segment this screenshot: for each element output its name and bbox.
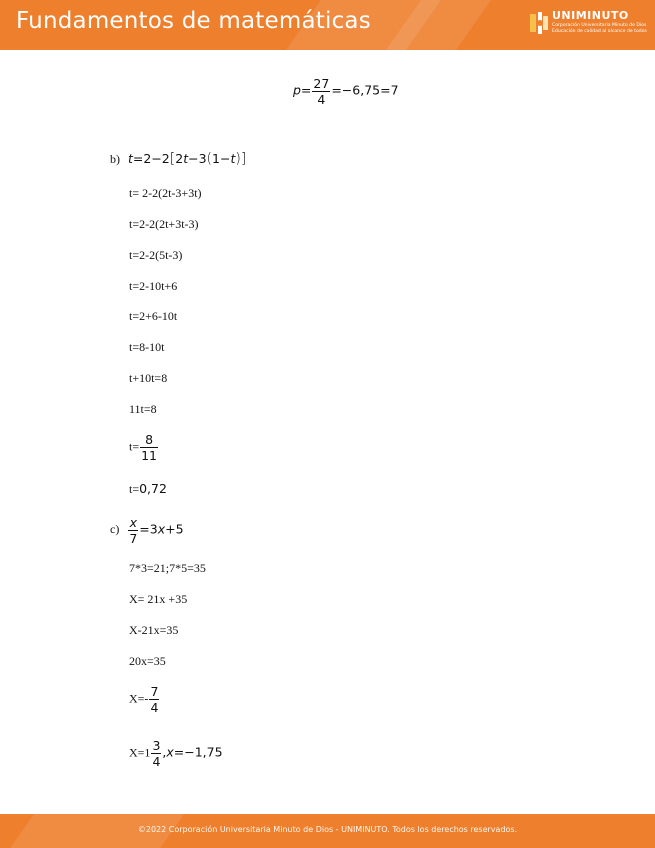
- logo-name: UNIMINUTO: [552, 9, 629, 22]
- result-line: t=0,72: [129, 481, 167, 496]
- part-b-equation: b) t=2−2[2t−3(1−t)]: [110, 151, 247, 167]
- logo-tagline: Corporación Universitaria Minuto de Dios: [552, 23, 647, 28]
- final-answer: X=1 $\frac{3}{4}$ ,x=−1,75: [129, 738, 223, 769]
- equation-p: p= $\frac{27}{4}$ =−6,75=7: [293, 76, 399, 107]
- step-line: 20x=35: [129, 654, 166, 668]
- page-footer: [0, 814, 655, 848]
- fraction-step: X=- $\frac{7}{4}$: [129, 684, 159, 715]
- step-line: X= 21x +35: [129, 592, 188, 606]
- fraction: $\frac{x}{7}$: [129, 515, 138, 546]
- fraction-step: t= $\frac{8}{11}$: [129, 432, 158, 463]
- uniminuto-logo: [528, 8, 647, 42]
- fraction: $\frac{7}{4}$: [150, 684, 159, 715]
- fraction: $\frac{3}{4}$: [152, 738, 161, 769]
- part-label: c): [110, 522, 120, 537]
- fraction: $\frac{8}{11}$: [141, 432, 158, 463]
- step-line: t+10t=8: [129, 371, 168, 385]
- step-line: t=8-10t: [129, 340, 165, 354]
- step-line: t=2-2(2t+3t-3): [129, 217, 199, 231]
- part-label: b): [110, 152, 120, 166]
- step-line: t=2+6-10t: [129, 309, 178, 323]
- page-header: [0, 0, 655, 50]
- step-line: 11t=8: [129, 402, 157, 416]
- step-line: X-21x=35: [129, 623, 179, 637]
- copyright-text: ©2022 Corporación Universitaria Minuto de Dios - UNIMINUTO. Todos los derechos reservados.: [137, 825, 518, 834]
- part-c-equation: c) $\frac{x}{7}$ =3x+5: [110, 515, 184, 546]
- step-line: t= 2-2(2t-3+3t): [129, 186, 202, 200]
- logo-tagline: Educación de calidad al alcance de todos: [552, 29, 647, 34]
- step-line: t=2-10t+6: [129, 279, 178, 293]
- step-line: 7*3=21;7*5=35: [129, 561, 206, 575]
- fraction: $\frac{27}{4}$: [313, 76, 330, 107]
- logo-mark-icon: [528, 10, 550, 36]
- step-line: t=2-2(5t-3): [129, 248, 183, 262]
- course-title: Fundamentos de matemáticas: [16, 8, 371, 34]
